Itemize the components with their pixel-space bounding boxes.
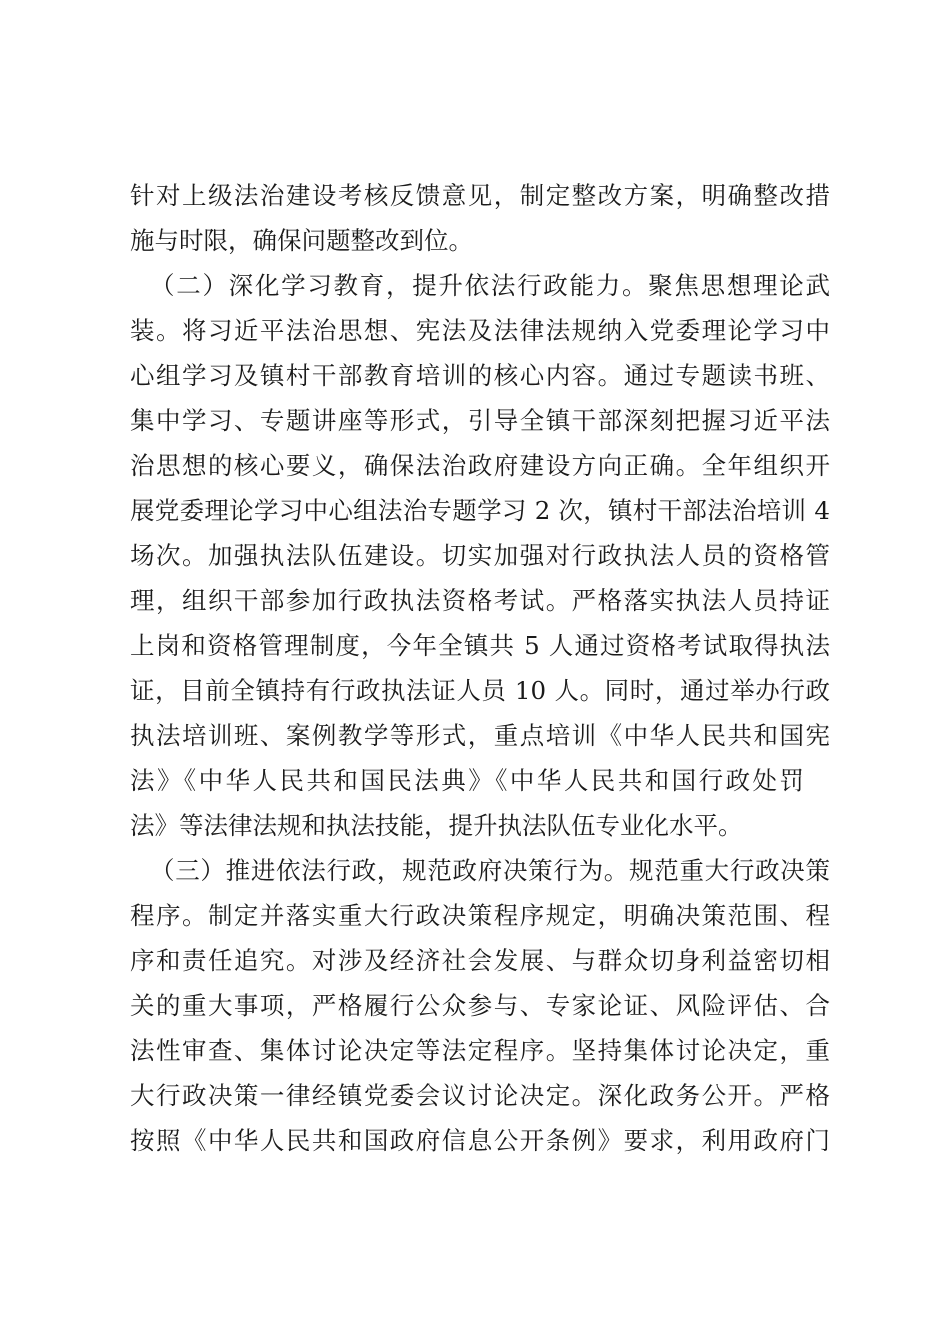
text-line: 法》等法律法规和执法技能，提升执法队伍专业化水平。 xyxy=(130,811,743,840)
paragraph-2-heading-line: （二）深化学习教育，提升依法行政能力。聚焦思想理论武 xyxy=(150,271,830,300)
text-line: 场次。加强执法队伍建设。切实加强对行政执法人员的资格管 xyxy=(130,541,830,570)
text-line: 集中学习、专题讲座等形式，引导全镇干部深刻把握习近平法 xyxy=(130,406,830,435)
text-line: 施与时限，确保问题整改到位。 xyxy=(130,226,473,255)
text-line: 展党委理论学习中心组法治专题学习 2 次，镇村干部法治培训 4 xyxy=(130,496,830,525)
text-line: 执法培训班、案例教学等形式，重点培训《中华人民共和国宪 xyxy=(130,721,830,750)
text-line: 法》《中华人民共和国民法典》《中华人民共和国行政处罚 xyxy=(130,766,804,795)
text-line: 程序。制定并落实重大行政决策程序规定，明确决策范围、程 xyxy=(130,901,830,930)
text-line: 上岗和资格管理制度，今年全镇共 5 人通过资格考试取得执法 xyxy=(130,631,830,660)
text-line: 序和责任追究。对涉及经济社会发展、与群众切身利益密切相 xyxy=(130,946,830,975)
text-line: 关的重大事项，严格履行公众参与、专家论证、风险评估、合 xyxy=(130,991,830,1020)
text-line: 装。将习近平法治思想、宪法及法律法规纳入党委理论学习中 xyxy=(130,316,830,345)
text-line: 针对上级法治建设考核反馈意见，制定整改方案，明确整改措 xyxy=(130,181,830,210)
text-line: 心组学习及镇村干部教育培训的核心内容。通过专题读书班、 xyxy=(130,361,830,390)
text-line: 大行政决策一律经镇党委会议讨论决定。深化政务公开。严格 xyxy=(130,1081,830,1110)
text-line: 按照《中华人民共和国政府信息公开条例》要求，利用政府门 xyxy=(130,1126,830,1155)
text-line: 证，目前全镇持有行政执法证人员 10 人。同时，通过举办行政 xyxy=(130,676,830,705)
text-line: 治思想的核心要义，确保法治政府建设方向正确。全年组织开 xyxy=(130,451,830,480)
paragraph-3-heading-line: （三）推进依法行政，规范政府决策行为。规范重大行政决策 xyxy=(150,856,830,885)
text-line: 法性审查、集体讨论决定等法定程序。坚持集体讨论决定，重 xyxy=(130,1036,830,1065)
text-line: 理，组织干部参加行政执法资格考试。严格落实执法人员持证 xyxy=(130,586,830,615)
